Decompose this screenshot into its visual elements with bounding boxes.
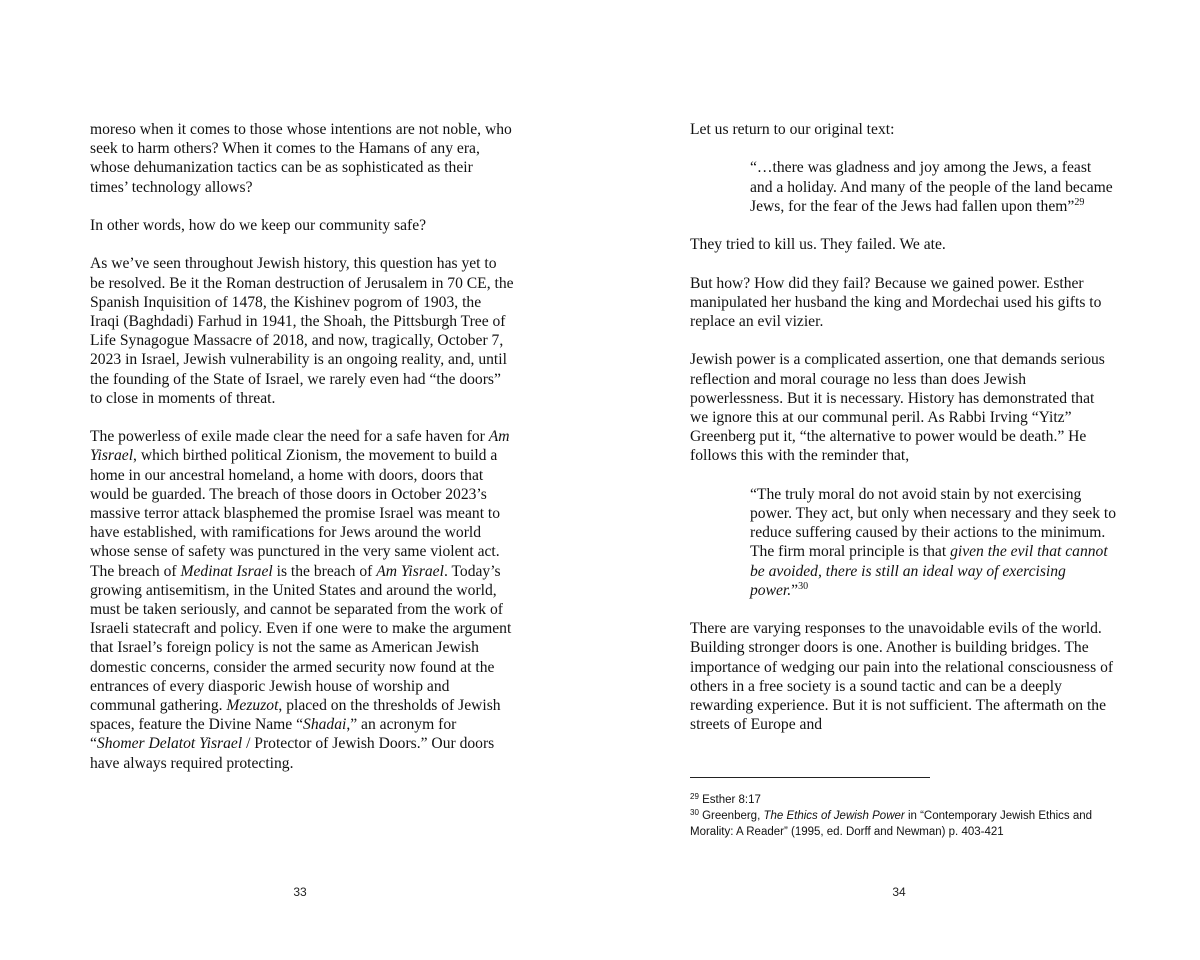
- italic-term: Am Yisrael: [376, 562, 444, 580]
- page-number: 33: [293, 885, 307, 899]
- paragraph: Let us return to our original text:: [690, 121, 895, 138]
- footnote: $^{29}$ Esther 8:17: [690, 792, 761, 806]
- footnote-reference[interactable]: 30: [798, 580, 809, 592]
- paragraph: In other words, how do we keep our community safe?: [90, 217, 427, 234]
- italic-term: Am Yisrael: [90, 428, 510, 465]
- paragraph: The powerless of exile made clear the need for a safe haven for Am Yisrael, which birthed political Zionism, the movement to build a home in our ancestral homeland, a home with doors, doors that would be guarded. The breach of those doors in October 2023’s massive terror attack blasphemed the promise Israel was meant to have established, with ramifications for Jews around the world whose sense of safety was punctured in the very same violent act. The breach of Medinat Israel is the breach of Am Yisrael. Today’s growing antisemitism, in the United States and around the world, must be taken seriously, and cannot be separated from the work of Israeli statecraft and policy. Even if one were to make the argument that Israel’s foreign policy is not the same as American Jewish domestic concerns, consider the armed security now found at the entrances of every diasporic Jewish house of worship and communal gathering. Mezuzot, placed on the thresholds of Jewish spaces, feature the Divine Name “Shadai,” an acronym for “Shomer Delatot Yisrael / Protector of Jewish Doors.” Our doors have always required protecting.: [90, 428, 512, 772]
- page-number: 34: [892, 885, 906, 899]
- footnote-divider: [690, 777, 930, 778]
- right-page: [600, 0, 1200, 960]
- footnotes: [690, 792, 1120, 840]
- block-quote: “The truly moral do not avoid stain by not exercising power. They act, but only when necessary and they seek to reduce suffering caused by their actions to the minimum. The firm moral principle is that given the evil that cannot be avoided, there is still an ideal way of exercising power.”$^{30}$: [750, 485, 1117, 599]
- footnote: $^{30}$ Greenberg, The Ethics of Jewish Power in “Contemporary Jewish Ethics and Morality: A Reader” (1995, ed. Dorff and Newman) p. 403-421: [690, 808, 1093, 838]
- paragraph: moreso when it comes to those whose intentions are not noble, who seek to harm others? When it comes to the Hamans of any era, whose dehumanization tactics can be as sophisticated as their times’ technology allows?: [90, 121, 512, 196]
- block-quote: “…there was gladness and joy among the Jews, a feast and a holiday. And many of the people of the land became Jews, for the fear of the Jews had fallen upon them”$^{29}$: [750, 159, 1113, 215]
- italic-phrase: given the evil that cannot be avoided, there is still an ideal way of exercising power.: [750, 543, 1108, 599]
- footnote-number: 30: [690, 808, 699, 817]
- paragraph: They tried to kill us. They failed. We ate.: [690, 236, 946, 254]
- italic-term: Shadai: [303, 716, 347, 734]
- italic-term: Mezuzot: [226, 697, 279, 715]
- paragraph: As we’ve seen throughout Jewish history, this question has yet to be resolved. Be it the Roman destruction of Jerusalem in 70 CE, the Spanish Inquisition of 1478, the Kishinev pogrom of 1903, the Iraqi (Baghdadi) Farhud in 1941, the Shoah, the Pittsburgh Tree of Life Synagogue Massacre of 2018, and now, tragically, October 7, 2023 in Israel, Jewish vulnerability is an ongoing reality, and, until the founding of the State of Israel, we rarely even had “the doors” to close in moments of threat.: [90, 255, 514, 407]
- footnote-number: 29: [690, 792, 699, 801]
- right-page-body: [690, 120, 1117, 754]
- footnote-reference[interactable]: 29: [1074, 196, 1085, 208]
- paragraph: Jewish power is a complicated assertion, one that demands serious reflection and moral courage no less than does Jewish powerlessness. But it is necessary. History has demonstrated that we ignore this at our communal peril. As Rabbi Irving “Yitz” Greenberg put it, “the alternative to power would be death.” He follows this with the reminder that,: [690, 351, 1105, 465]
- italic-term: Medinat Israel: [180, 562, 273, 580]
- left-page-body: [90, 120, 514, 792]
- citation-title: The Ethics of Jewish Power: [763, 810, 905, 822]
- paragraph: There are varying responses to the unavoidable evils of the world. Building stronger doors is one. Another is building bridges. The importance of wedging our pain into the relational consciousness of others in a free society is a sound tactic and can be a deeply rewarding experience. But it is not sufficient. The aftermath on the streets of Europe and: [690, 620, 1114, 734]
- italic-term: Shomer Delatot Yisrael: [96, 735, 243, 753]
- paragraph: But how? How did they fail? Because we gained power. Esther manipulated her husband the king and Mordechai used his gifts to replace an evil vizier.: [690, 274, 1102, 330]
